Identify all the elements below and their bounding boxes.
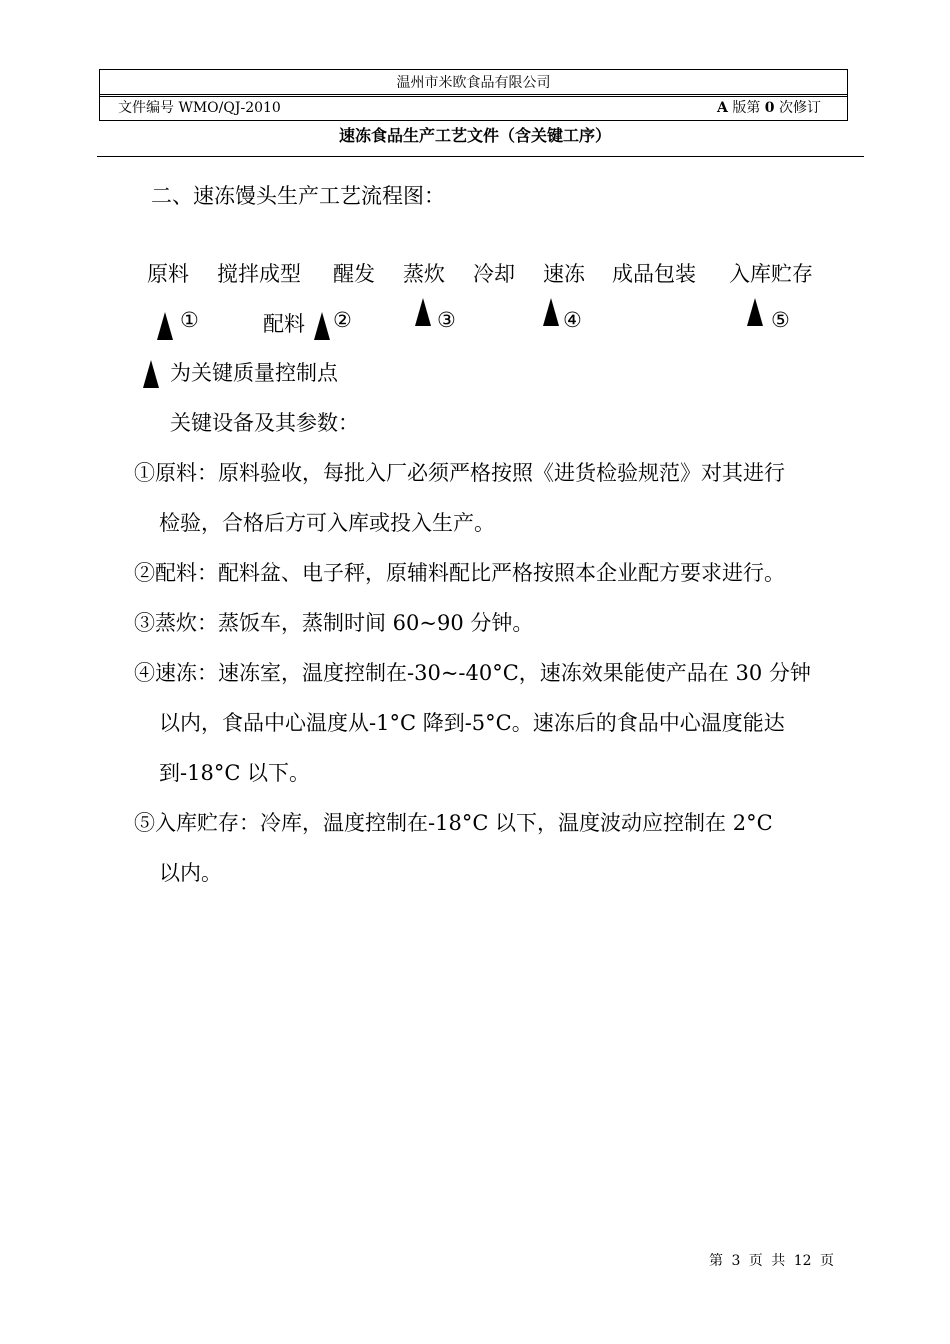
flow-step-packaging: 成品包装	[612, 262, 696, 286]
version-letter: A	[717, 100, 728, 116]
document-title: 速冻食品生产工艺文件（含关键工序）	[338, 126, 611, 145]
item-1-line-1: ①原料：原料验收，每批入厂必须严格按照《进货检验规范》对其进行	[134, 461, 785, 485]
page-number: 第 3 页 共 12 页	[709, 1253, 834, 1269]
version-end: 次修订	[774, 100, 821, 116]
control-point-icon	[747, 298, 763, 326]
revision-count: 0	[764, 100, 775, 116]
revision-info	[717, 97, 821, 117]
file-number: 文件编号 WMO/QJ-2010	[118, 100, 281, 116]
item-5-line-2: 以内。	[159, 861, 222, 885]
item-5-line-1: ⑤入库贮存：冷库，温度控制在-18°C 以下，温度波动应控制在 2°C	[134, 811, 773, 835]
flow-step-storage: 入库贮存	[729, 262, 813, 286]
flow-step-mixing: 搅拌成型	[217, 262, 301, 286]
item-4-line-3: 到-18°C 以下。	[159, 761, 311, 785]
flow-step-raw-material: 原料	[147, 262, 189, 286]
item-2-line-1: ②配料：配料盆、电子秤，原辅料配比严格按照本企业配方要求进行。	[134, 561, 785, 585]
marker-2: ②	[333, 308, 352, 332]
version-mid: 版第	[727, 100, 765, 116]
item-1-line-2: 检验，合格后方可入库或投入生产。	[159, 511, 495, 535]
item-4-line-2: 以内，食品中心温度从-1°C 降到-5°C。速冻后的食品中心温度能达	[159, 711, 785, 735]
legend-control-point-icon	[143, 360, 159, 388]
control-point-icon	[157, 312, 173, 340]
marker-4: ④	[563, 308, 582, 332]
marker-1: ①	[180, 308, 199, 332]
item-4-line-1: ④速冻：速冻室，温度控制在-30~-40°C，速冻效果能使产品在 30 分钟	[134, 661, 811, 685]
section-title: 二、速冻馒头生产工艺流程图：	[151, 184, 445, 208]
flow-step-cooling: 冷却	[473, 262, 515, 286]
company-name: 温州市米欧食品有限公司	[396, 75, 551, 91]
header-divider	[100, 94, 847, 95]
marker-peiliao-label: 配料	[263, 312, 305, 336]
flow-step-steaming: 蒸炊	[403, 262, 445, 286]
control-point-icon	[415, 298, 431, 326]
flow-step-proofing: 醒发	[333, 262, 375, 286]
flow-step-quick-freezing: 速冻	[543, 262, 585, 286]
header-box	[99, 69, 848, 121]
control-point-icon	[314, 312, 330, 340]
equipment-title: 关键设备及其参数：	[170, 411, 359, 435]
title-rule	[97, 156, 864, 157]
legend-text: 为关键质量控制点	[170, 361, 338, 385]
marker-3: ③	[437, 308, 456, 332]
item-3-line-1: ③蒸炊：蒸饭车，蒸制时间 60~90 分钟。	[134, 611, 534, 635]
control-point-icon	[543, 298, 559, 326]
marker-5: ⑤	[771, 308, 790, 332]
